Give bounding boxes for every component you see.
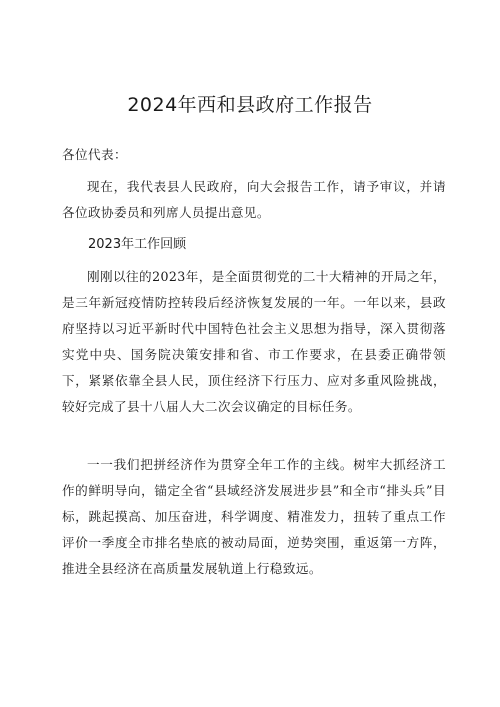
intro-paragraph: 现在，我代表县人民政府，向大会报告工作，请予审议，并请各位政协委员和列席人员提出意见。 xyxy=(62,179,446,220)
section-heading: 2023年工作回顾 xyxy=(88,237,187,252)
document-title: 2024年西和县政府工作报告 xyxy=(127,94,373,116)
greeting: 各位代表： xyxy=(62,147,127,162)
review-paragraph: 刚刚以往的2023年，是全面贯彻党的二十大精神的开局之年，是三年新冠疫情防控转段后经济恢复发展的一年。一年以来，县政府坚持以习近平新时代中国特色社会主义思想为指导，深入贯彻落实党中央、国务院决策安排和省、市工作要求，在县委正确带领下，紧紧依靠全县人民，顶住经济下行压力、应对多重风险挑战，较好完成了县十八届人大二次会议确定的目标任务。 xyxy=(62,269,446,414)
economy-paragraph: 一一我们把拼经济作为贯穿全年工作的主线。树牢大抓经济工作的鲜明导向，锚定全省“县域经济发展进步县”和全市“排头兵”目标，跳起摸高、加压奋进，科学调度、精准发力，扭转了重点工作评价一季度全市排名垫底的被动局面，逆势突围，重返第一方阵，推进全县经济在高质量发展轨道上行稳致远。 xyxy=(62,457,446,576)
